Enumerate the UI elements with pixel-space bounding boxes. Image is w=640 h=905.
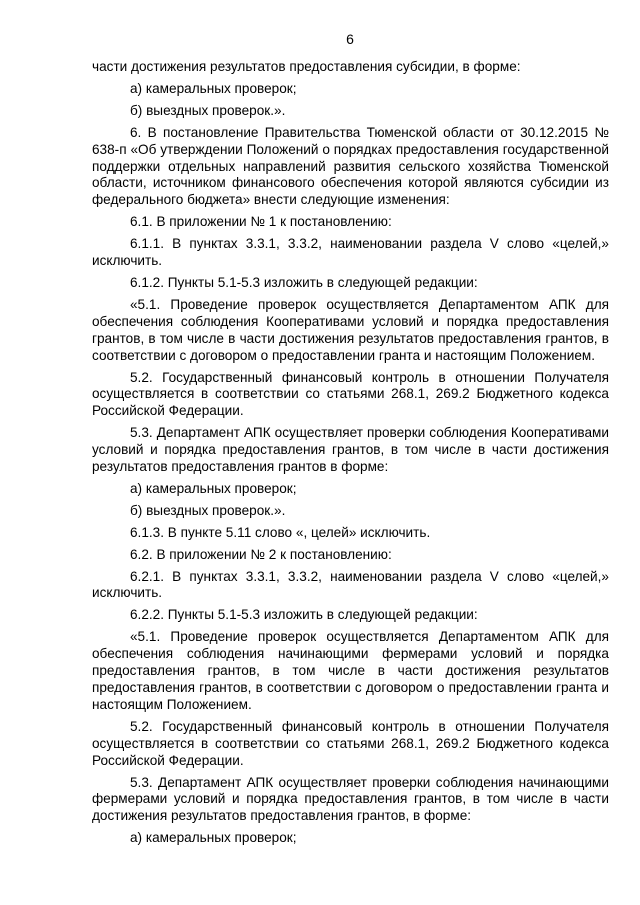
paragraph: 6. В постановление Правительства Тюменской области от 30.12.2015 № 638-п «Об утверждении Положений о порядках предоставления государственной поддержки отдельных направлений развития сельского хозяйства Тюменской области, источником финансового обеспечения которой являются субсидии из федерального бюджета» внести следующие изменения: <box>92 124 609 208</box>
paragraph: 6.1. В приложении № 1 к постановлению: <box>130 214 392 230</box>
paragraph: 5.3. Департамент АПК осуществляет проверки соблюдения начинающими фермерами условий и порядка предоставления грантов, в том числе в части достижения результатов предоставления грантов, в форме: <box>92 774 609 824</box>
paragraph: а) камеральных проверок; <box>130 80 297 96</box>
document-body <box>92 59 609 852</box>
paragraph: 6.1.1. В пунктах 3.3.1, 3.3.2, наименовании раздела V слово «целей,» исключить. <box>92 236 609 269</box>
page-number: 6 <box>346 31 354 47</box>
paragraph: б) выездных проверок.». <box>130 102 286 118</box>
paragraph: 5.2. Государственный финансовый контроль в отношении Получателя осуществляется в соответствии со статьями 268.1, 269.2 Бюджетного кодекса Российской Федерации. <box>92 718 609 768</box>
paragraph: 6.2.1. В пунктах 3.3.1, 3.3.2, наименовании раздела V слово «целей,» исключить. <box>92 568 609 601</box>
paragraph: 6.2. В приложении № 2 к постановлению: <box>130 546 392 562</box>
paragraph: «5.1. Проведение проверок осуществляется Департаментом АПК для обеспечения соблюдения начинающими фермерами условий и порядка предоставления грантов, в том числе в части достижения результатов предоставления грантов, в соответствии с договором о предоставлении гранта и настоящим Положением. <box>92 629 609 712</box>
paragraph: 5.2. Государственный финансовый контроль в отношении Получателя осуществляется в соответствии со статьями 268.1, 269.2 Бюджетного кодекса Российской Федерации. <box>92 369 609 419</box>
paragraph: 6.2.2. Пункты 5.1-5.3 изложить в следующей редакции: <box>130 607 478 623</box>
paragraph: а) камеральных проверок; <box>130 830 297 846</box>
paragraph: «5.1. Проведение проверок осуществляется Департаментом АПК для обеспечения соблюдения Кооперативами условий и порядка предоставления грантов, в том числе в части достижения результатов предоставления грантов, в соответствии с договором о предоставлении гранта и настоящим Положением. <box>92 296 609 363</box>
paragraph: 6.1.2. Пункты 5.1-5.3 изложить в следующей редакции: <box>130 274 478 290</box>
paragraph: б) выездных проверок.». <box>130 502 286 518</box>
paragraph: 5.3. Департамент АПК осуществляет проверки соблюдения Кооперативами условий и порядка предоставления грантов, в том числе в части достижения результатов предоставления грантов в форме: <box>92 425 609 475</box>
paragraph: части достижения результатов предоставления субсидии, в форме: <box>92 59 521 74</box>
paragraph: а) камеральных проверок; <box>130 480 297 496</box>
paragraph: 6.1.3. В пункте 5.11 слово «, целей» исключить. <box>130 524 431 540</box>
